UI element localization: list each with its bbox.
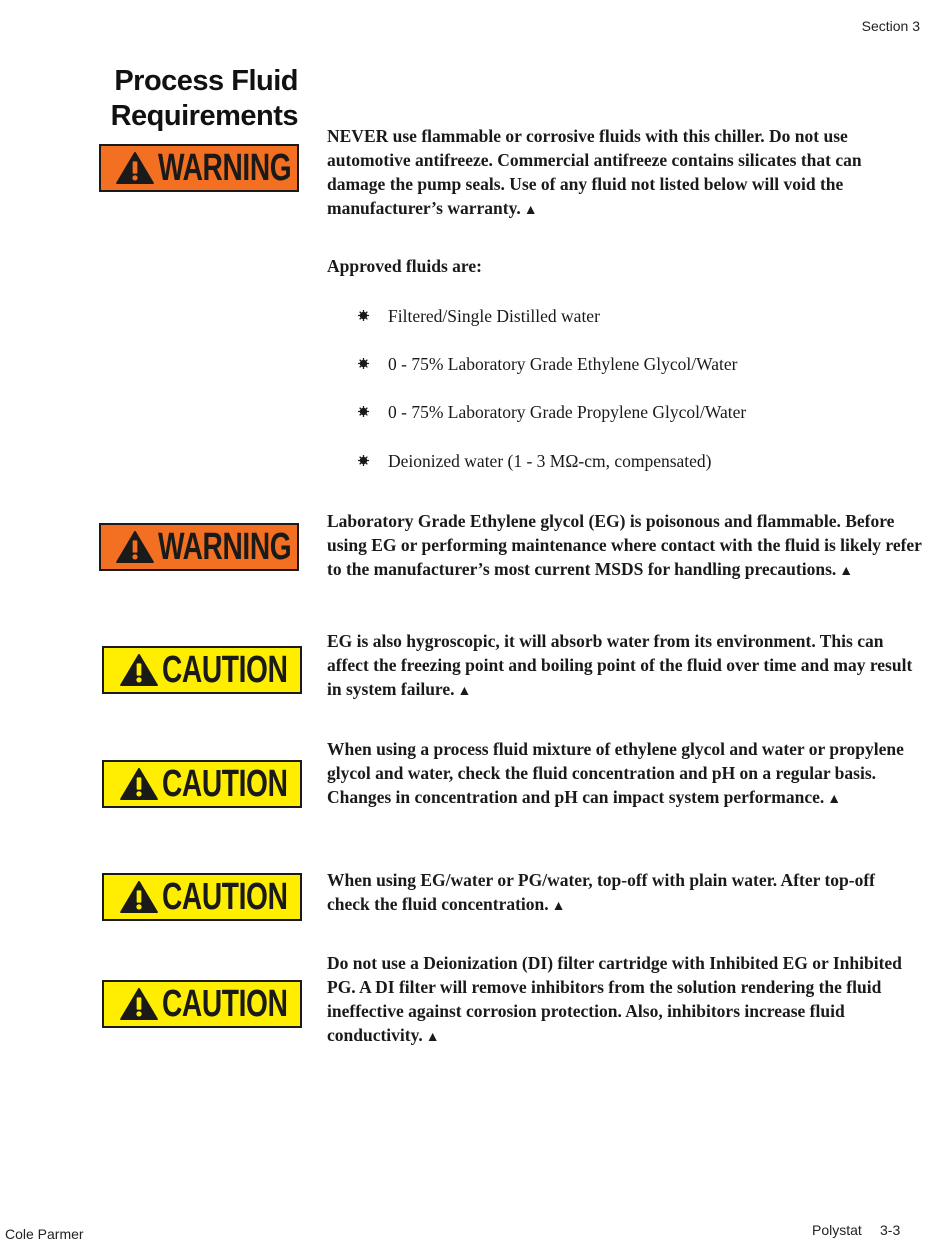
footer-page-number: 3-3 (880, 1222, 901, 1238)
caution-sign (102, 646, 302, 694)
list-item-text: Deionized water (1 - 3 MΩ-cm, compensated) (388, 451, 712, 471)
list-item-text: 0 - 75% Laboratory Grade Propylene Glycol/Water (388, 402, 747, 422)
caution-label: CAUTION (162, 649, 288, 691)
caution-label: CAUTION (162, 983, 288, 1025)
bullet-icon (358, 455, 369, 466)
caution-label: CAUTION (162, 876, 288, 918)
flammable-fluids-warning-text: NEVER use flammable or corrosive fluids with this chiller. Do not use automotive antifreeze. Commercial antifreeze contains silicates that can damage the pump seals. Use of any fluid not listed below will void the manufacturer’s warranty. ▲ (327, 126, 862, 218)
warning-sign (99, 144, 299, 192)
section-label: Section 3 (861, 18, 920, 34)
page-title-line-1: Process Fluid (114, 65, 298, 97)
footer-company: Cole Parmer (5, 1226, 84, 1242)
caution-label: CAUTION (162, 763, 288, 805)
hygroscopic-caution-text: EG is also hygroscopic, it will absorb water from its environment. This can affect the freezing point and boiling point of the fluid over time and may result in system failure. ▲ (327, 631, 913, 699)
bullet-icon (358, 310, 369, 321)
end-mark: ▲ (523, 203, 538, 218)
page-title-line-2: Requirements (110, 100, 298, 132)
deionization-filter-caution-text: Do not use a Deionization (DI) filter cartridge with Inhibited EG or Inhibited PG. A DI filter will remove inhibitors from the solution rendering the fluid ineffective against corrosion protection. Also, inhibitors increase fluid conductivity. ▲ (327, 953, 902, 1045)
warning-label: WARNING (157, 147, 292, 189)
end-mark: ▲ (425, 1030, 440, 1045)
top-off-caution-text: When using EG/water or PG/water, top-off with plain water. After top-off check the fluid concentration. ▲ (327, 870, 875, 914)
caution-sign (102, 760, 302, 808)
end-mark: ▲ (827, 792, 842, 807)
end-mark: ▲ (551, 899, 566, 914)
page-title (60, 64, 298, 134)
warning-sign (99, 523, 299, 571)
footer-product: Polystat (812, 1222, 862, 1238)
warning-triangle-icon (120, 880, 158, 914)
warning-label: WARNING (157, 526, 292, 568)
caution-sign (102, 873, 302, 921)
warning-triangle-icon (120, 987, 158, 1021)
concentration-caution-text: When using a process fluid mixture of ethylene glycol and water or propylene glycol and water, check the fluid concentration and pH on a regular basis. Changes in concentration and pH can impact system performance. ▲ (327, 739, 904, 807)
end-mark: ▲ (839, 564, 854, 579)
warning-triangle-icon (120, 653, 158, 687)
list-item-text: 0 - 75% Laboratory Grade Ethylene Glycol/Water (388, 354, 738, 374)
warning-triangle-icon (116, 530, 154, 564)
warning-triangle-icon (120, 767, 158, 801)
list-item-text: Filtered/Single Distilled water (388, 306, 600, 326)
approved-fluids-heading: Approved fluids are: (327, 256, 482, 276)
ethylene-glycol-warning-text: Laboratory Grade Ethylene glycol (EG) is poisonous and flammable. Before using EG or performing maintenance where contact with the fluid is likely refer to the manufacturer’s most current MSDS for handling precautions. ▲ (327, 511, 922, 579)
end-mark: ▲ (457, 684, 472, 699)
warning-triangle-icon (116, 151, 154, 185)
bullet-icon (358, 358, 369, 369)
caution-sign (102, 980, 302, 1028)
bullet-icon (358, 406, 369, 417)
